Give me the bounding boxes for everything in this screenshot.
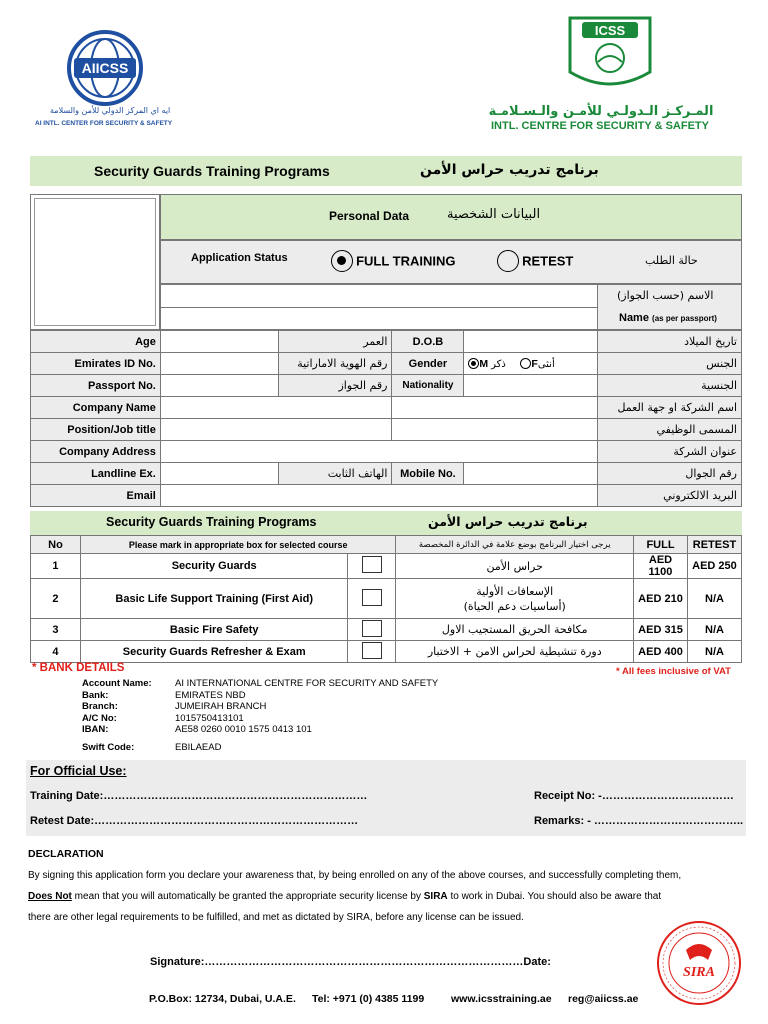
- photo-area[interactable]: [30, 194, 160, 330]
- col-instr-en: Please mark in appropriate box for selected course: [80, 536, 395, 554]
- name-en-field[interactable]: [161, 307, 597, 329]
- bank-label: Branch:: [82, 701, 118, 712]
- program-checkbox-cell: [348, 641, 396, 663]
- footer: [0, 993, 768, 1007]
- bank-details-table: [82, 678, 442, 754]
- signature-line[interactable]: Signature:……………………………………………………………………………Date:: [150, 956, 551, 968]
- personal-data-header: [160, 194, 742, 240]
- company-ar-label: اسم الشركة او جهة العمل: [598, 397, 742, 419]
- bank-value: JUMEIRAH BRANCH: [175, 701, 267, 712]
- program-full-price: AED 210: [634, 579, 688, 619]
- programs-title-ar: برنامج تدريب حراس الأمن: [428, 514, 588, 529]
- gender-male-label: M: [479, 357, 489, 370]
- program-name-en: Security Guards Refresher & Exam: [80, 641, 348, 663]
- programs-title-en: Security Guards Training Programs: [106, 515, 317, 529]
- mobile-label: Mobile No.: [392, 463, 464, 485]
- declaration-line-2: [28, 886, 750, 907]
- personal-data-ar: البيانات الشخصية: [447, 207, 541, 222]
- official-use-box: [26, 760, 746, 836]
- email-field[interactable]: [160, 485, 597, 507]
- program-checkbox[interactable]: [362, 642, 382, 659]
- program-retest-price: N/A: [687, 641, 741, 663]
- bank-row: [82, 713, 442, 725]
- application-status-ar: حالة الطلب: [645, 254, 698, 267]
- nationality-label: Nationality: [392, 375, 464, 397]
- program-no: 4: [31, 641, 81, 663]
- program-name-ar-sub: (أساسيات دعم الحياة): [463, 599, 566, 613]
- svg-text:SIRA: SIRA: [683, 965, 715, 980]
- bank-row: [82, 736, 442, 754]
- dob-label: D.O.B: [392, 331, 464, 353]
- position-row: [31, 419, 742, 441]
- personal-data-en: Personal Data: [329, 209, 410, 223]
- program-full-price: AED 315: [634, 619, 688, 641]
- program-name-ar-cell: [396, 579, 634, 619]
- dob-field[interactable]: [464, 331, 598, 353]
- company-label: Company Name: [31, 397, 161, 419]
- position-ar-label: المسمى الوظيفي: [598, 419, 742, 441]
- declaration-line-3: there are other legal requirements to be fulfilled, and met as dictated by SIRA, before any license can be issued.: [28, 912, 524, 923]
- declaration-sira: SIRA: [423, 891, 448, 902]
- program-checkbox-cell: [348, 619, 396, 641]
- retest-option[interactable]: [497, 250, 573, 272]
- eid-gender-row: [31, 353, 742, 375]
- landline-ar-label: الهاتف الثابت: [278, 463, 392, 485]
- position-field[interactable]: [160, 419, 392, 441]
- training-date-field[interactable]: Training Date:………………………………………………………………: [30, 790, 368, 802]
- name-en-note: (as per passport): [652, 314, 717, 323]
- program-name-ar: دورة تنشيطية لحراس الامن + الاختبار: [427, 645, 602, 658]
- company-field[interactable]: [160, 397, 392, 419]
- program-name-ar-cell: [396, 554, 634, 579]
- programs-title-bar: [30, 511, 742, 535]
- nationality-field[interactable]: [464, 375, 598, 397]
- icss-logo: [485, 14, 735, 136]
- gender-female-ar: أنثى: [537, 358, 555, 370]
- phone-row: [31, 463, 742, 485]
- title-bar: [30, 156, 742, 186]
- mobile-field[interactable]: [464, 463, 598, 485]
- gender-ar-label: الجنس: [598, 353, 742, 375]
- program-checkbox-cell: [348, 554, 396, 579]
- footer-website[interactable]: www.icsstraining.ae: [451, 993, 552, 1005]
- bank-label: Swift Code:: [82, 742, 135, 753]
- declaration-line-1: By signing this application form you declare your awareness that, by being enrolled on any of the above courses, and successfully completing them,: [28, 870, 682, 881]
- vat-note: * All fees inclusive of VAT: [616, 666, 731, 677]
- official-use-title: For Official Use:: [30, 764, 127, 778]
- address-row: [31, 441, 742, 463]
- retest-radio[interactable]: [497, 250, 519, 272]
- footer-email[interactable]: reg@aiicss.ae: [568, 993, 639, 1005]
- email-ar-label: البريد الالكتروني: [598, 485, 742, 507]
- bank-label: Account Name:: [82, 678, 152, 689]
- footer-tel: Tel: +971 (0) 4385 1199: [312, 993, 425, 1005]
- gender-male-radio[interactable]: [468, 358, 479, 369]
- program-checkbox-cell: [348, 579, 396, 619]
- declaration-line-2a: mean that you will automatically be granted the appropriate security license by: [71, 891, 424, 902]
- remarks-field[interactable]: Remarks: - …………………………………..: [534, 815, 744, 827]
- bank-row: [82, 678, 442, 690]
- passport-ar-label: رقم الجواز: [278, 375, 392, 397]
- program-name-en: Basic Fire Safety: [80, 619, 348, 641]
- programs-table: [30, 535, 742, 663]
- title-en: Security Guards Training Programs: [94, 163, 330, 179]
- age-label: Age: [31, 331, 161, 353]
- age-field[interactable]: [160, 331, 278, 353]
- name-block: [160, 284, 742, 330]
- col-full: FULL: [634, 536, 688, 554]
- gender-female-option[interactable]: [520, 358, 554, 370]
- aiicss-logo: [35, 28, 190, 136]
- bank-value: AI INTERNATIONAL CENTRE FOR SECURITY AND SAFETY: [175, 678, 439, 689]
- bank-value: AE58 0260 0010 1575 0413 101: [175, 724, 312, 735]
- aiicss-english-name: AI INTL. CENTER FOR SECURITY & SAFETY: [35, 120, 173, 127]
- address-ar-label: عنوان الشركة: [598, 441, 742, 463]
- program-full-price: AED 400: [634, 641, 688, 663]
- eid-ar-label: رقم الهوية الاماراتية: [278, 353, 392, 375]
- bank-details-title: * BANK DETAILS: [32, 662, 125, 674]
- program-no: 1: [31, 554, 81, 579]
- name-ar-field[interactable]: [161, 285, 597, 307]
- footer-pobox: P.O.Box: 12734, Dubai, U.A.E.: [149, 993, 296, 1005]
- aiicss-globe-icon: [50, 28, 190, 118]
- age-dob-row: [31, 331, 742, 353]
- bank-label: IBAN:: [82, 724, 109, 735]
- svg-text:AIICSS: AIICSS: [81, 60, 129, 76]
- col-retest: RETEST: [687, 536, 741, 554]
- program-row: [31, 554, 742, 579]
- retest-label: RETEST: [522, 253, 574, 269]
- program-checkbox[interactable]: [362, 620, 382, 637]
- gender-label: Gender: [392, 353, 464, 375]
- name-en-label: [619, 312, 717, 324]
- col-instr-ar: يرجى اختيار البرنامج بوضع علامة في الدائرة المخصصة: [396, 536, 634, 554]
- col-no: No: [31, 536, 81, 554]
- passport-label: Passport No.: [31, 375, 161, 397]
- declaration-text: [28, 865, 750, 928]
- name-ar-label: الاسم (حسب الجواز): [617, 289, 714, 302]
- declaration-title: DECLARATION: [28, 848, 104, 860]
- programs-header-row: [31, 536, 742, 554]
- company-field-2[interactable]: [392, 397, 598, 419]
- program-full-price: AED 1100: [634, 554, 688, 579]
- svg-text:ICSS: ICSS: [594, 23, 626, 38]
- bank-value: EMIRATES NBD: [175, 689, 246, 701]
- gender-female-label: F: [531, 357, 538, 370]
- program-name-ar: الإسعافات الأولية: [476, 584, 554, 598]
- gender-options: [464, 353, 598, 375]
- application-status-row: [160, 240, 742, 284]
- bank-value: 1015750413101: [175, 712, 244, 724]
- program-no: 2: [31, 579, 81, 619]
- gender-male-option[interactable]: [468, 358, 505, 370]
- bank-row: [82, 690, 442, 702]
- full-training-label: FULL TRAINING: [356, 253, 456, 269]
- declaration-line-2b: to work in Dubai. You should also be aware that: [447, 891, 662, 902]
- dob-ar-label: تاريخ الميلاد: [598, 331, 742, 353]
- icss-arabic-name: المـركـز الـدولـي للأمـن والـسـلامـة: [488, 104, 714, 119]
- bank-row: [82, 701, 442, 713]
- retest-date-field[interactable]: Retest Date:………………………………………………………………: [30, 815, 359, 827]
- title-ar: برنامج تدريب حراس الأمن: [420, 162, 599, 178]
- icss-shield-icon: [485, 14, 735, 98]
- address-field[interactable]: [160, 441, 597, 463]
- receipt-no-field[interactable]: Receipt No: -………………………………: [534, 790, 734, 802]
- icss-english-name: INTL. CENTRE FOR SECURITY & SAFETY: [491, 120, 709, 132]
- company-row: [31, 397, 742, 419]
- email-row: [31, 485, 742, 507]
- program-retest-price: N/A: [687, 579, 741, 619]
- full-training-radio[interactable]: [331, 250, 353, 272]
- landline-field[interactable]: [160, 463, 278, 485]
- gender-female-radio[interactable]: [520, 358, 531, 369]
- full-training-option[interactable]: [331, 250, 455, 272]
- aiicss-arabic-name: ايه اي المركز الدولي للأمن والسلامة: [50, 106, 171, 115]
- program-checkbox[interactable]: [362, 556, 382, 573]
- program-name-ar-cell: [396, 641, 634, 663]
- application-status-label: Application Status: [191, 252, 288, 264]
- passport-field[interactable]: [160, 375, 278, 397]
- position-field-2[interactable]: [392, 419, 598, 441]
- program-name-ar: مكافحة الحريق المستجيب الاول: [441, 623, 588, 636]
- gender-male-ar: ذكر: [491, 358, 506, 370]
- bank-label: A/C No:: [82, 712, 117, 724]
- program-no: 3: [31, 619, 81, 641]
- program-name-en: Basic Life Support Training (First Aid): [80, 579, 348, 619]
- program-name-ar-cell: [396, 619, 634, 641]
- eid-label: Emirates ID No.: [31, 353, 161, 375]
- name-en-text: Name: [619, 312, 649, 324]
- bank-label: Bank:: [82, 689, 109, 701]
- age-ar-label: العمر: [278, 331, 392, 353]
- program-name-en: Security Guards: [80, 554, 348, 579]
- mobile-ar-label: رقم الجوال: [598, 463, 742, 485]
- nationality-ar-label: الجنسية: [598, 375, 742, 397]
- bank-row: [82, 724, 442, 736]
- passport-row: [31, 375, 742, 397]
- bank-value: EBILAEAD: [175, 742, 222, 753]
- declaration-does-not: Does Not: [28, 891, 72, 902]
- program-retest-price: N/A: [687, 619, 741, 641]
- program-row: [31, 619, 742, 641]
- address-label: Company Address: [31, 441, 161, 463]
- position-label: Position/Job title: [31, 419, 161, 441]
- email-label: Email: [31, 485, 161, 507]
- program-checkbox[interactable]: [362, 589, 382, 606]
- program-retest-price: AED 250: [687, 554, 741, 579]
- program-row: [31, 579, 742, 619]
- program-name-ar: حراس الأمن: [486, 559, 543, 573]
- personal-fields-table: [30, 330, 742, 507]
- program-row: [31, 641, 742, 663]
- eid-field[interactable]: [160, 353, 278, 375]
- landline-label: Landline Ex.: [31, 463, 161, 485]
